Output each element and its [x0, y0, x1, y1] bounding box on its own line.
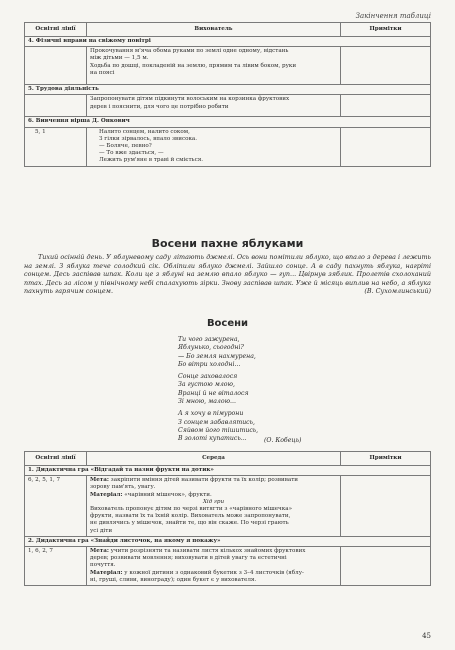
text-line: Ходьба по дошці, покладеній на землю, прямим та лівим боком, руки — [90, 62, 297, 69]
stanza — [178, 410, 258, 443]
page-number: 45 — [422, 632, 431, 640]
header-wednesday: Середа — [87, 452, 341, 466]
table-header-row — [25, 23, 431, 37]
cell-notes — [341, 476, 431, 537]
table-row — [25, 127, 431, 166]
text-line: З гілки зірвалось, впало звисока. — [99, 135, 198, 142]
text-line: усі діти — [90, 527, 113, 534]
text-line: почуття. — [90, 562, 116, 569]
cell-code — [25, 95, 87, 117]
table-row — [25, 95, 431, 117]
table-header-row — [25, 452, 431, 466]
header-notes: Примітки — [341, 23, 431, 37]
poem — [178, 336, 258, 448]
poem-line: Сяйвом його тішитись, — [178, 426, 259, 434]
text-line: дерев; розвивати мовлення; виховувати в дітей увагу та естетичні — [90, 555, 287, 562]
text-line: ні, груші, сливи, винограду); один букет є у вихователя. — [90, 576, 257, 583]
text-line: Мета: закріпити вміння дітей називати фрукти та їх колір; розвивати — [90, 477, 299, 484]
text-line: Вихователь пропонує дітям по черзі витягти з «чарівного мішечка» — [90, 506, 293, 513]
text-line: Запропонувати дітям підкинути волоським на корзинка фруктових — [90, 96, 290, 103]
table-top — [24, 22, 431, 167]
cell-code — [25, 47, 87, 85]
poem-line: Яблунько, сьогодні? — [178, 344, 244, 352]
text-line: Прокочування м'яча обома руками по землі одне одному, відстань — [90, 48, 289, 55]
cell-notes — [341, 127, 431, 166]
table-bottom — [24, 451, 431, 586]
text-line: фрукти, назвати їх та їхній колір. Вихователь може запропонувати, — [90, 513, 291, 520]
text-line: Лежить рум'яне в траві й сміється. — [99, 157, 204, 164]
cell-code: 6, 2, 5, 1, 7 — [25, 476, 87, 537]
section-row — [25, 117, 431, 127]
header-lines: Освітні лінії — [25, 23, 87, 37]
text-line: Хід гри — [202, 498, 225, 505]
cell-code: 1, 6, 2, 7 — [25, 547, 87, 586]
cell-poem — [87, 127, 341, 166]
text-line: Матеріал: «чарівний мішечок», фрукти. — [90, 491, 212, 498]
text-line: дерев і пояснити, для чого це потрібно робити — [90, 103, 229, 110]
header-notes: Примітки — [341, 452, 431, 466]
poem-line: А я хочу в пімурони — [178, 410, 244, 418]
essay-body: Тихий осінній день. У яблуневому саду літають джмелі. Ось вони помітили яблуко, що впало з дерева і лежить на землі. З яблука тече солодкий сік. Обліпили яблуко джмелі. Зайшло сонце. А в саду пахнуть яблука, нагріті сонцем. Десь заспівав шпак. Коли це з яблуні на землю впало яблуко — гуп... Цвірнув зяблик. Пролетів схолоханий птах. Десь за лісом у північному небі спалахують зірки. Знову заспівав шпак. Уже й місяць виплив на небо, а яблука пахнуть гарячим сонцем. — [24, 253, 431, 295]
section-row — [25, 37, 431, 47]
section-row — [25, 466, 431, 476]
text-line: між дітьми — 1,5 м. — [90, 55, 149, 62]
stanza — [178, 373, 258, 406]
table-row — [25, 47, 431, 85]
cell-text — [87, 547, 341, 586]
text-line: зорову пам'ять, увагу. — [90, 484, 156, 491]
cell-text — [87, 47, 341, 85]
section-title: 5. Трудова діяльність — [25, 85, 431, 95]
poem-line: З сонцем забавлятись, — [178, 418, 255, 426]
poem-line: Зі мною, малою... — [178, 398, 236, 406]
table-row — [25, 476, 431, 537]
poem-author: (О. Кобець) — [264, 437, 302, 444]
table-row — [25, 547, 431, 586]
poem-line: За густою млою, — [178, 381, 235, 389]
header-lines: Освітні лінії — [25, 452, 87, 466]
essay-author: (В. Сухомлинський) — [364, 287, 431, 295]
section-row — [25, 85, 431, 95]
text-line: — То вже здається, — — [99, 150, 164, 157]
cell-notes — [341, 47, 431, 85]
text-line: не дивлячись у мішечок, знайти те, що він скаже. По черзі грають — [90, 520, 289, 527]
text-line: Налито сонцем, налито соком, — [99, 128, 190, 135]
section-title: 4. Фізичні вправи на свіжому повітрі — [25, 37, 431, 47]
poem-line: Ти чого зажурена, — [178, 336, 240, 343]
cell-code: 5, 1 — [25, 127, 87, 166]
continued-label: Закінчення таблиці — [355, 12, 431, 20]
cell-text — [87, 95, 341, 117]
cell-text — [87, 476, 341, 537]
text-line: на поясі — [90, 69, 115, 76]
poem-line: Сонце заховалося — [178, 373, 238, 381]
essay-text — [24, 253, 431, 296]
poem-line: Вранці й не віталося — [178, 389, 249, 397]
poem-title: Восени — [206, 318, 249, 329]
text-line: — Боляче, певно? — [99, 143, 152, 150]
section-title: 6. Вивчення вірша Д. Онкович — [25, 117, 431, 127]
cell-notes — [341, 547, 431, 586]
cell-notes — [341, 95, 431, 117]
text-line: Матеріал: у кожної дитини з однаковий букетик з 3–4 листочків (яблу- — [90, 569, 304, 576]
stanza — [178, 336, 258, 369]
text-line: Мета: учити розрізняти та називати листя кількох знайомих фруктових — [90, 548, 306, 555]
essay-title: Восени пахне яблуками — [151, 237, 304, 250]
section-title: 1. Дидактична гра «Відгадай та назви фрукти на дотик» — [25, 466, 431, 476]
poem-line: Бо вітри холодні... — [178, 360, 241, 368]
header-teacher: Вихователь — [87, 23, 341, 37]
poem-line: В золоті купатись... — [178, 435, 247, 443]
section-title: 2. Дидактична гра «Знайди листочок, на якому я покажу» — [25, 536, 431, 546]
section-row — [25, 536, 431, 546]
poem-line: — Бо земля нахмурена, — [178, 352, 256, 360]
